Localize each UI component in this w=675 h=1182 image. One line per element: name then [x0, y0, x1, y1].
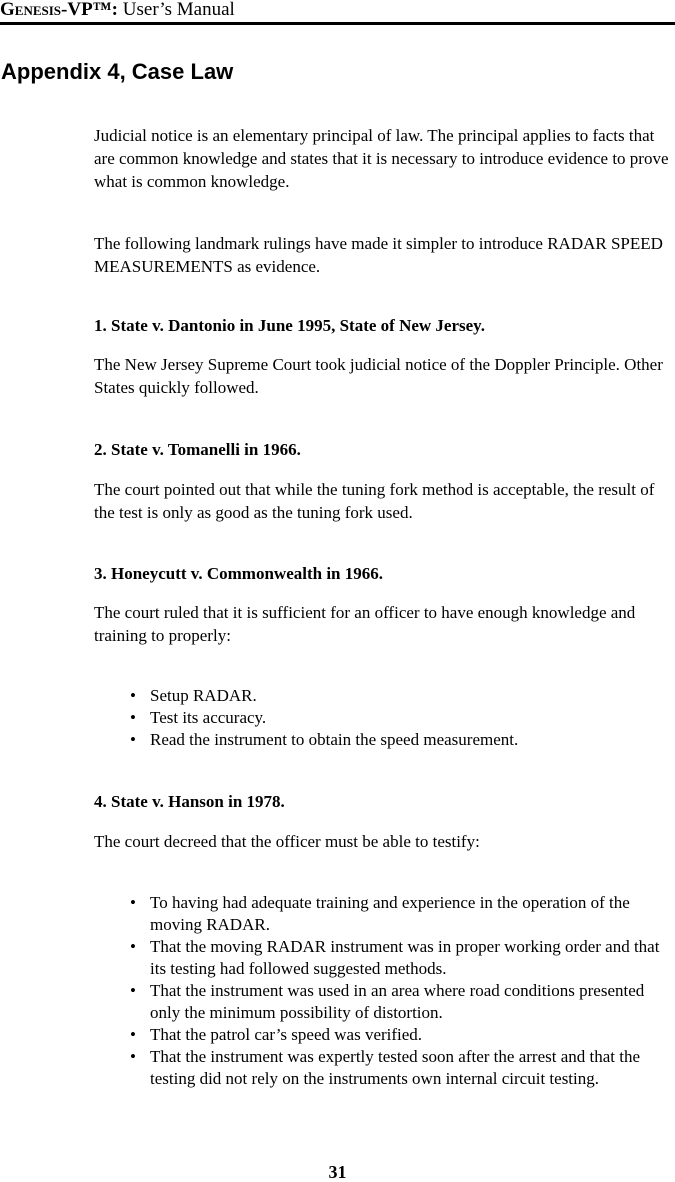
bullet-icon: • — [130, 893, 136, 912]
header-rule — [0, 22, 675, 25]
header-manual-title: User’s Manual — [118, 0, 235, 20]
case-4-bullet-item — [130, 1046, 670, 1090]
case-2-text: The court pointed out that while the tuning fork method is acceptable, the result of the test is only as good as the tuning fork used. — [94, 480, 655, 522]
case-1-text: The New Jersey Supreme Court took judicial notice of the Doppler Principle. Other States quickly followed. — [94, 355, 663, 397]
case-4-bullet-text: That the instrument was expertly tested soon after the arrest and that the testing did not rely on the instruments own internal circuit testing. — [150, 1047, 641, 1088]
case-3-bullet-text: Read the instrument to obtain the speed measurement. — [150, 730, 519, 749]
page-title: Appendix 4, Case Law — [1, 59, 234, 84]
intro-paragraph-2: The following landmark rulings have made it simpler to introduce RADAR SPEED MEASUREMENTS as evidence. — [94, 234, 663, 276]
page-number: 31 — [328, 1162, 347, 1182]
bullet-icon: • — [130, 708, 136, 727]
intro-paragraph-1: Judicial notice is an elementary principal of law. The principal applies to facts that are common knowledge and states that it is necessary to introduce evidence to prove what is common knowledge. — [94, 126, 669, 191]
case-3-text: The court ruled that it is sufficient for an officer to have enough knowledge and training to properly: — [94, 603, 636, 645]
case-4-bullet-text: That the moving RADAR instrument was in proper working order and that its testing had followed suggested methods. — [150, 937, 660, 978]
case-4-bullet-text: That the instrument was used in an area where road conditions presented only the minimum possibility of distortion. — [150, 981, 645, 1022]
case-3-heading: 3. Honeycutt v. Commonwealth in 1966. — [94, 564, 383, 583]
case-3-bullet-item — [130, 685, 670, 707]
case-3-bullet-text: Setup RADAR. — [150, 686, 257, 705]
header-brand: Genesis-VP™: — [0, 0, 119, 20]
bullet-icon: • — [130, 1047, 136, 1066]
case-3-bullet-text: Test its accuracy. — [150, 708, 267, 727]
bullet-icon: • — [130, 937, 136, 956]
case-3-bullet-item — [130, 729, 670, 751]
bullet-icon: • — [130, 686, 136, 705]
case-4-bullet-text: To having had adequate training and experience in the operation of the moving RADAR. — [150, 893, 630, 934]
case-4-bullet-list — [130, 892, 670, 1090]
case-3-bullet-list — [130, 685, 670, 751]
case-4-bullet-text: That the patrol car’s speed was verified. — [150, 1025, 423, 1044]
case-2-heading: 2. State v. Tomanelli in 1966. — [94, 440, 301, 459]
case-4-bullet-item — [130, 936, 670, 980]
case-4-bullet-item — [130, 980, 670, 1024]
page-header — [0, 0, 675, 24]
case-1-heading: 1. State v. Dantonio in June 1995, State of New Jersey. — [94, 316, 485, 335]
case-4-heading: 4. State v. Hanson in 1978. — [94, 792, 285, 811]
case-4-bullet-item — [130, 892, 670, 936]
bullet-icon: • — [130, 981, 136, 1000]
case-4-bullet-item — [130, 1024, 670, 1046]
case-4-text: The court decreed that the officer must be able to testify: — [94, 832, 480, 851]
bullet-icon: • — [130, 1025, 136, 1044]
case-3-bullet-item — [130, 707, 670, 729]
bullet-icon: • — [130, 730, 136, 749]
